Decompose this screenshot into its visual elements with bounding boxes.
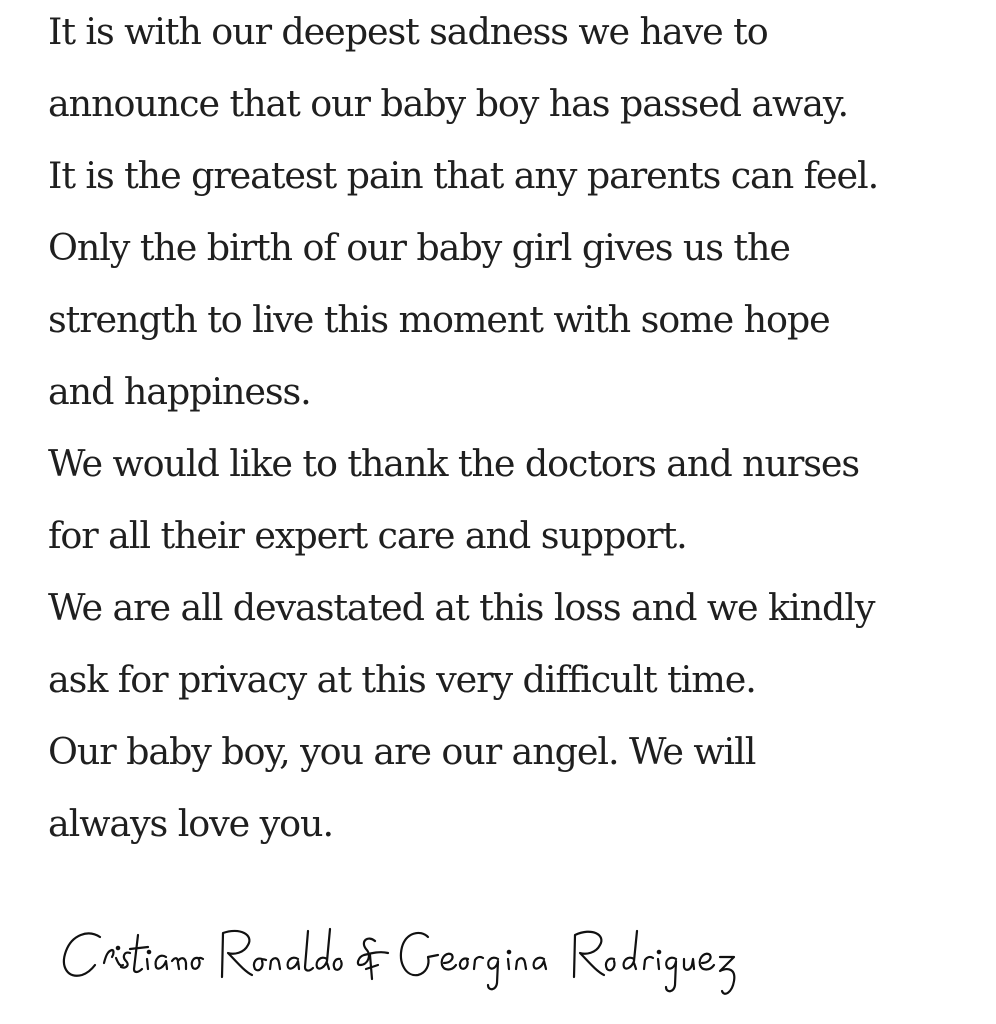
statement-line: always love you.: [48, 802, 333, 845]
statement-line: for all their expert care and support.: [48, 514, 687, 557]
statement-line: and happiness.: [48, 370, 311, 413]
statement-line: It is with our deepest sadness we have to: [48, 10, 768, 53]
statement-line: announce that our baby boy has passed away.: [48, 82, 849, 125]
statement-line: Our baby boy, you are our angel. We will: [48, 730, 756, 773]
statement-line: It is the greatest pain that any parents can feel.: [48, 154, 879, 197]
statement-line: strength to live this moment with some hope: [48, 298, 830, 341]
statement-line: We are all devastated at this loss and we kindly: [48, 586, 875, 629]
statement-line: Only the birth of our baby girl gives us the: [48, 226, 790, 269]
handwritten-signature: [0, 905, 996, 1015]
statement-line: We would like to thank the doctors and nurses: [48, 442, 860, 485]
statement-line: ask for privacy at this very difficult time.: [48, 658, 756, 701]
